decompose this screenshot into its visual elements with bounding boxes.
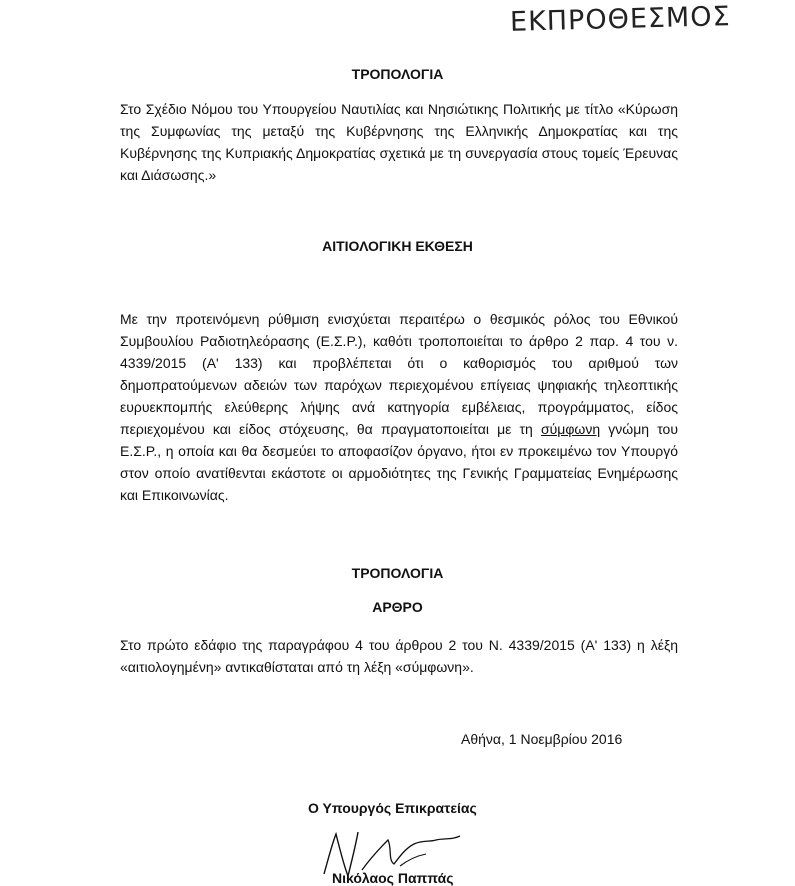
date-line: Αθήνα, 1 Νοεμβρίου 2016: [461, 731, 623, 747]
report-title: ΑΙΤΙΟΛΟΓΙΚΗ ΕΚΘΕΣΗ: [322, 238, 473, 254]
intro-paragraph: Στο Σχέδιο Νόμου του Υπουργείου Ναυτιλίας και Νησιώτικης Πολιτικής με τίτλο «Κύρωση της Συμφωνίας της μεταξύ της Κυβέρνησης της Ελληνικής Δημοκρατίας και της Κυβέρνησης της Κυπριακής Δημοκρατίας σχετικά με τη συνεργασία στους τομείς Έρευνας και Διάσωσης.»: [120, 101, 678, 183]
article-paragraph: Στο πρώτο εδάφιο της παραγράφου 4 του άρθρου 2 του Ν. 4339/2015 (Α' 133) η λέξη «αιτιολογημένη» αντικαθίσταται από τη λέξη «σύμφωνη».: [120, 637, 678, 675]
article-title: ΑΡΘΡΟ: [372, 599, 423, 615]
signatory-name: Νικόλαος Παππάς: [332, 870, 454, 886]
stamp-overdue: ΕΚΠΡΟΘΕΣΜΟΣ: [509, 1, 731, 38]
report-text-before: Με την προτεινόμενη ρύθμιση ενισχύεται περαιτέρω ο θεσμικός ρόλος του Εθνικού Συμβουλίου Ραδιοτηλεόρασης (Ε.Σ.Ρ.), καθότι τροποποιείται το άρθρο 2 παρ. 4 του ν. 4339/2015 (Α' 133) και προβλέπεται ότι ο καθορισμός του αριθμού των δημοπρατούμενων αδειών των παρόχων περιεχομένου επίγειας ψηφιακής τηλεοπτικής ευρυεκπομπής ελεύθερης λήψης ανά κατηγορία εμβέλειας, προγράμματος, είδος περιεχομένου και είδος στόχευσης, θα πραγματοποιείται με τη: [120, 311, 678, 437]
section-title-amendment-2: ΤΡΟΠΟΛΟΓΙΑ: [351, 565, 444, 581]
report-emphasis: σύμφωνη: [540, 421, 601, 437]
report-text-after: γνώμη του Ε.Σ.Ρ., η οποία και θα δεσμεύει το αποφασίζον όργανο, ήτοι εν προκειμένω τον Υπουργό στον οποίο ανατίθενται εκάστοτε οι αρμοδιότητες της Γενικής Γραμματείας Ενημέρωσης και Επικοινωνίας.: [120, 421, 678, 503]
signatory-title: Ο Υπουργός Επικρατείας: [308, 800, 477, 816]
report-paragraph: [120, 308, 678, 506]
section-title-amendment: ΤΡΟΠΟΛΟΓΙΑ: [351, 66, 444, 82]
